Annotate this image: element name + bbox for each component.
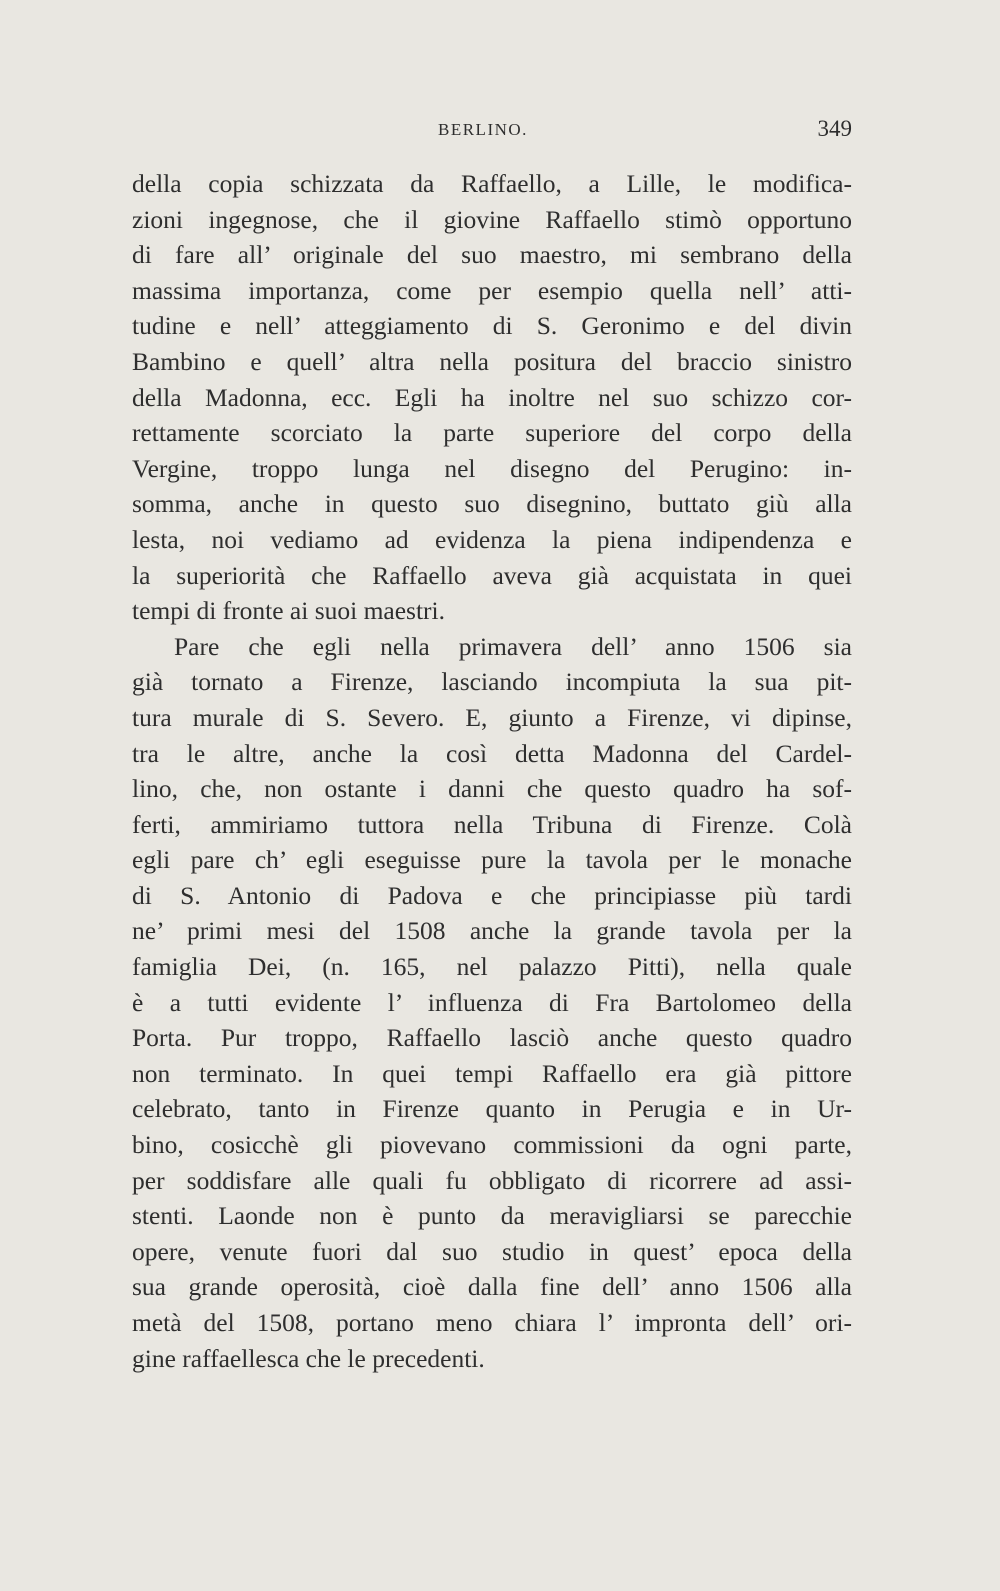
text-line: della copia schizzata da Raffaello, a Lille, le modifica- [132, 169, 852, 198]
text-line: di fare all’ originale del suo maestro, mi sembrano della [132, 240, 852, 270]
text-line: lesta, noi vediamo ad evidenza la piena indipendenza e [132, 524, 852, 554]
text-line: gine raffaellesca che le precedenti. [132, 1343, 485, 1373]
paragraph [132, 629, 852, 1376]
text-line: opere, venute fuori dal suo studio in quest’ epoca della [132, 1236, 852, 1266]
text-line: della Madonna, ecc. Egli ha inoltre nel suo schizzo cor- [132, 382, 852, 412]
text-line: sua grande operosità, cioè dalla fine dell’ anno 1506 alla [132, 1272, 852, 1302]
text-line: tempi di fronte ai suoi maestri. [132, 596, 446, 626]
text-line: ne’ primi mesi del 1508 anche la grande tavola per la [132, 916, 852, 946]
text-line: rettamente scorciato la parte superiore del corpo della [132, 418, 852, 448]
text-line: di S. Antonio di Padova e che principiasse più tardi [132, 880, 852, 910]
paragraph [132, 166, 852, 629]
text-line: la superiorità che Raffaello aveva già acquistata in quei [132, 560, 852, 590]
text-line: famiglia Dei, (n. 165, nel palazzo Pitti), nella quale [132, 952, 852, 982]
text-line: Bambino e quell’ altra nella positura del braccio sinistro [132, 346, 852, 376]
page-header [130, 116, 852, 144]
running-head: BERLINO. [438, 120, 528, 139]
text-line: Pare che egli nella primavera dell’ anno 1506 sia [174, 631, 852, 661]
text-line: stenti. Laonde non è punto da meravigliarsi se parecchie [132, 1201, 852, 1231]
text-line: tra le altre, anche la così detta Madonna del Cardel- [132, 738, 852, 768]
text-line: bino, cosicchè gli piovevano commissioni da ogni parte, [132, 1130, 852, 1160]
text-line: celebrato, tanto in Firenze quanto in Perugia e in Ur- [132, 1094, 852, 1124]
text-line: lino, che, non ostante i danni che questo quadro ha sof- [132, 774, 852, 804]
page-number: 349 [817, 116, 852, 141]
text-line: egli pare ch’ egli eseguisse pure la tavola per le monache [132, 845, 852, 875]
text-line: non terminato. In quei tempi Raffaello era già pittore [132, 1058, 852, 1088]
text-line: Porta. Pur troppo, Raffaello lasciò anche questo quadro [132, 1023, 852, 1053]
text-line: massima importanza, come per esempio quella nell’ atti- [132, 275, 852, 305]
text-line: metà del 1508, portano meno chiara l’ impronta dell’ ori- [132, 1308, 852, 1337]
text-line: tura murale di S. Severo. E, giunto a Firenze, vi dipinse, [132, 702, 852, 732]
text-line: è a tutti evidente l’ influenza di Fra Bartolomeo della [132, 987, 852, 1017]
text-line: già tornato a Firenze, lasciando incompiuta la sua pit- [132, 667, 852, 697]
text-line: somma, anche in questo suo disegnino, buttato giù alla [132, 489, 852, 519]
text-line: zioni ingegnose, che il giovine Raffaello stimò opportuno [132, 204, 852, 234]
text-line: per soddisfare alle quali fu obbligato di ricorrere ad assi- [132, 1165, 852, 1195]
text-line: tudine e nell’ atteggiamento di S. Geronimo e del divin [132, 311, 852, 341]
text-line: Vergine, troppo lunga nel disegno del Perugino: in- [132, 453, 852, 483]
body-text [132, 166, 852, 1376]
text-line: ferti, ammiriamo tuttora nella Tribuna di Firenze. Colà [132, 809, 852, 839]
